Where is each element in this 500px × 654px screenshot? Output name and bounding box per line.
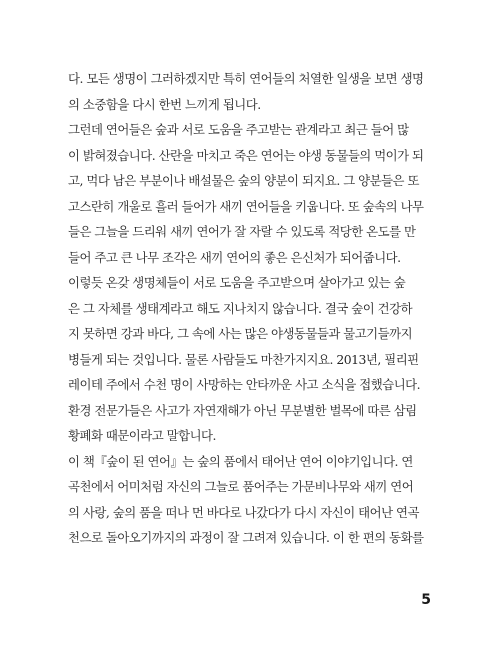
text-line: 황폐화 때문이라고 말합니다. [68,428,216,443]
text-line: 곡천에서 어미처럼 자신의 그늘로 품어주는 가문비나무와 새끼 연어 [68,479,414,494]
text-line: 들은 그늘을 드리워 새끼 연어가 잘 자랄 수 있도록 적당한 온도를 만 [68,224,416,239]
text-line: 들어 주고 큰 나무 조각은 새끼 연어의 좋은 은신처가 되어줍니다. [68,249,401,265]
text-line: 그런데 연어들은 숲과 서로 도움을 주고받는 관계라고 최근 들어 많 [68,122,409,137]
text-line: 이 밝혀졌습니다. 산란을 마치고 죽은 연어는 야생 동물들의 먹이가 되 [68,147,424,163]
text-line: 고, 먹다 남은 부분이나 배설물은 숲의 양분이 되지요. 그 양분들은 또 [68,173,419,188]
text-line: 레이테 주에서 수천 명이 사망하는 안타까운 사고 소식을 접했습니다. [68,377,421,392]
text-line: 다. 모든 생명이 그러하겠지만 특히 연어들의 처열한 일생을 보면 생명 [68,71,424,86]
text-line: 고스란히 개울로 흘러 들어가 새끼 연어들을 키웁니다. 또 숲속의 나무 [68,198,424,214]
text-line: 의 소중함을 다시 한번 느끼게 됩니다. [68,96,261,112]
text-line: 환경 전문가들은 사고가 자연재해가 아닌 무분별한 벌목에 따른 삼림 [68,402,417,418]
text-line: 이렇듯 온갖 생명체들이 서로 도움을 주고받으며 살아가고 있는 숲 [68,275,406,290]
page-number: 5 [421,592,431,608]
text-line: 이 책『숲이 된 연어』는 숲의 품에서 태어난 연어 이야기입니다. 연 [68,453,413,469]
text-line: 천으로 돌아오기까지의 과정이 잘 그려져 있습니다. 이 한 편의 동화를 [68,530,424,545]
text-line: 지 못하면 강과 바다, 그 속에 사는 많은 야생동물들과 물고기들까지 [68,326,413,341]
text-line: 의 사랑, 숲의 품을 떠나 먼 바다로 나갔다가 다시 자신이 태어난 연곡 [68,504,419,520]
text-line: 병들게 되는 것입니다. 물론 사람들도 마찬가지지요. 2013년, 필리핀 [68,351,419,367]
body-text [68,66,432,551]
text-line: 은 그 자체를 생태계라고 해도 지나치지 않습니다. 결국 숲이 건강하 [68,300,413,316]
